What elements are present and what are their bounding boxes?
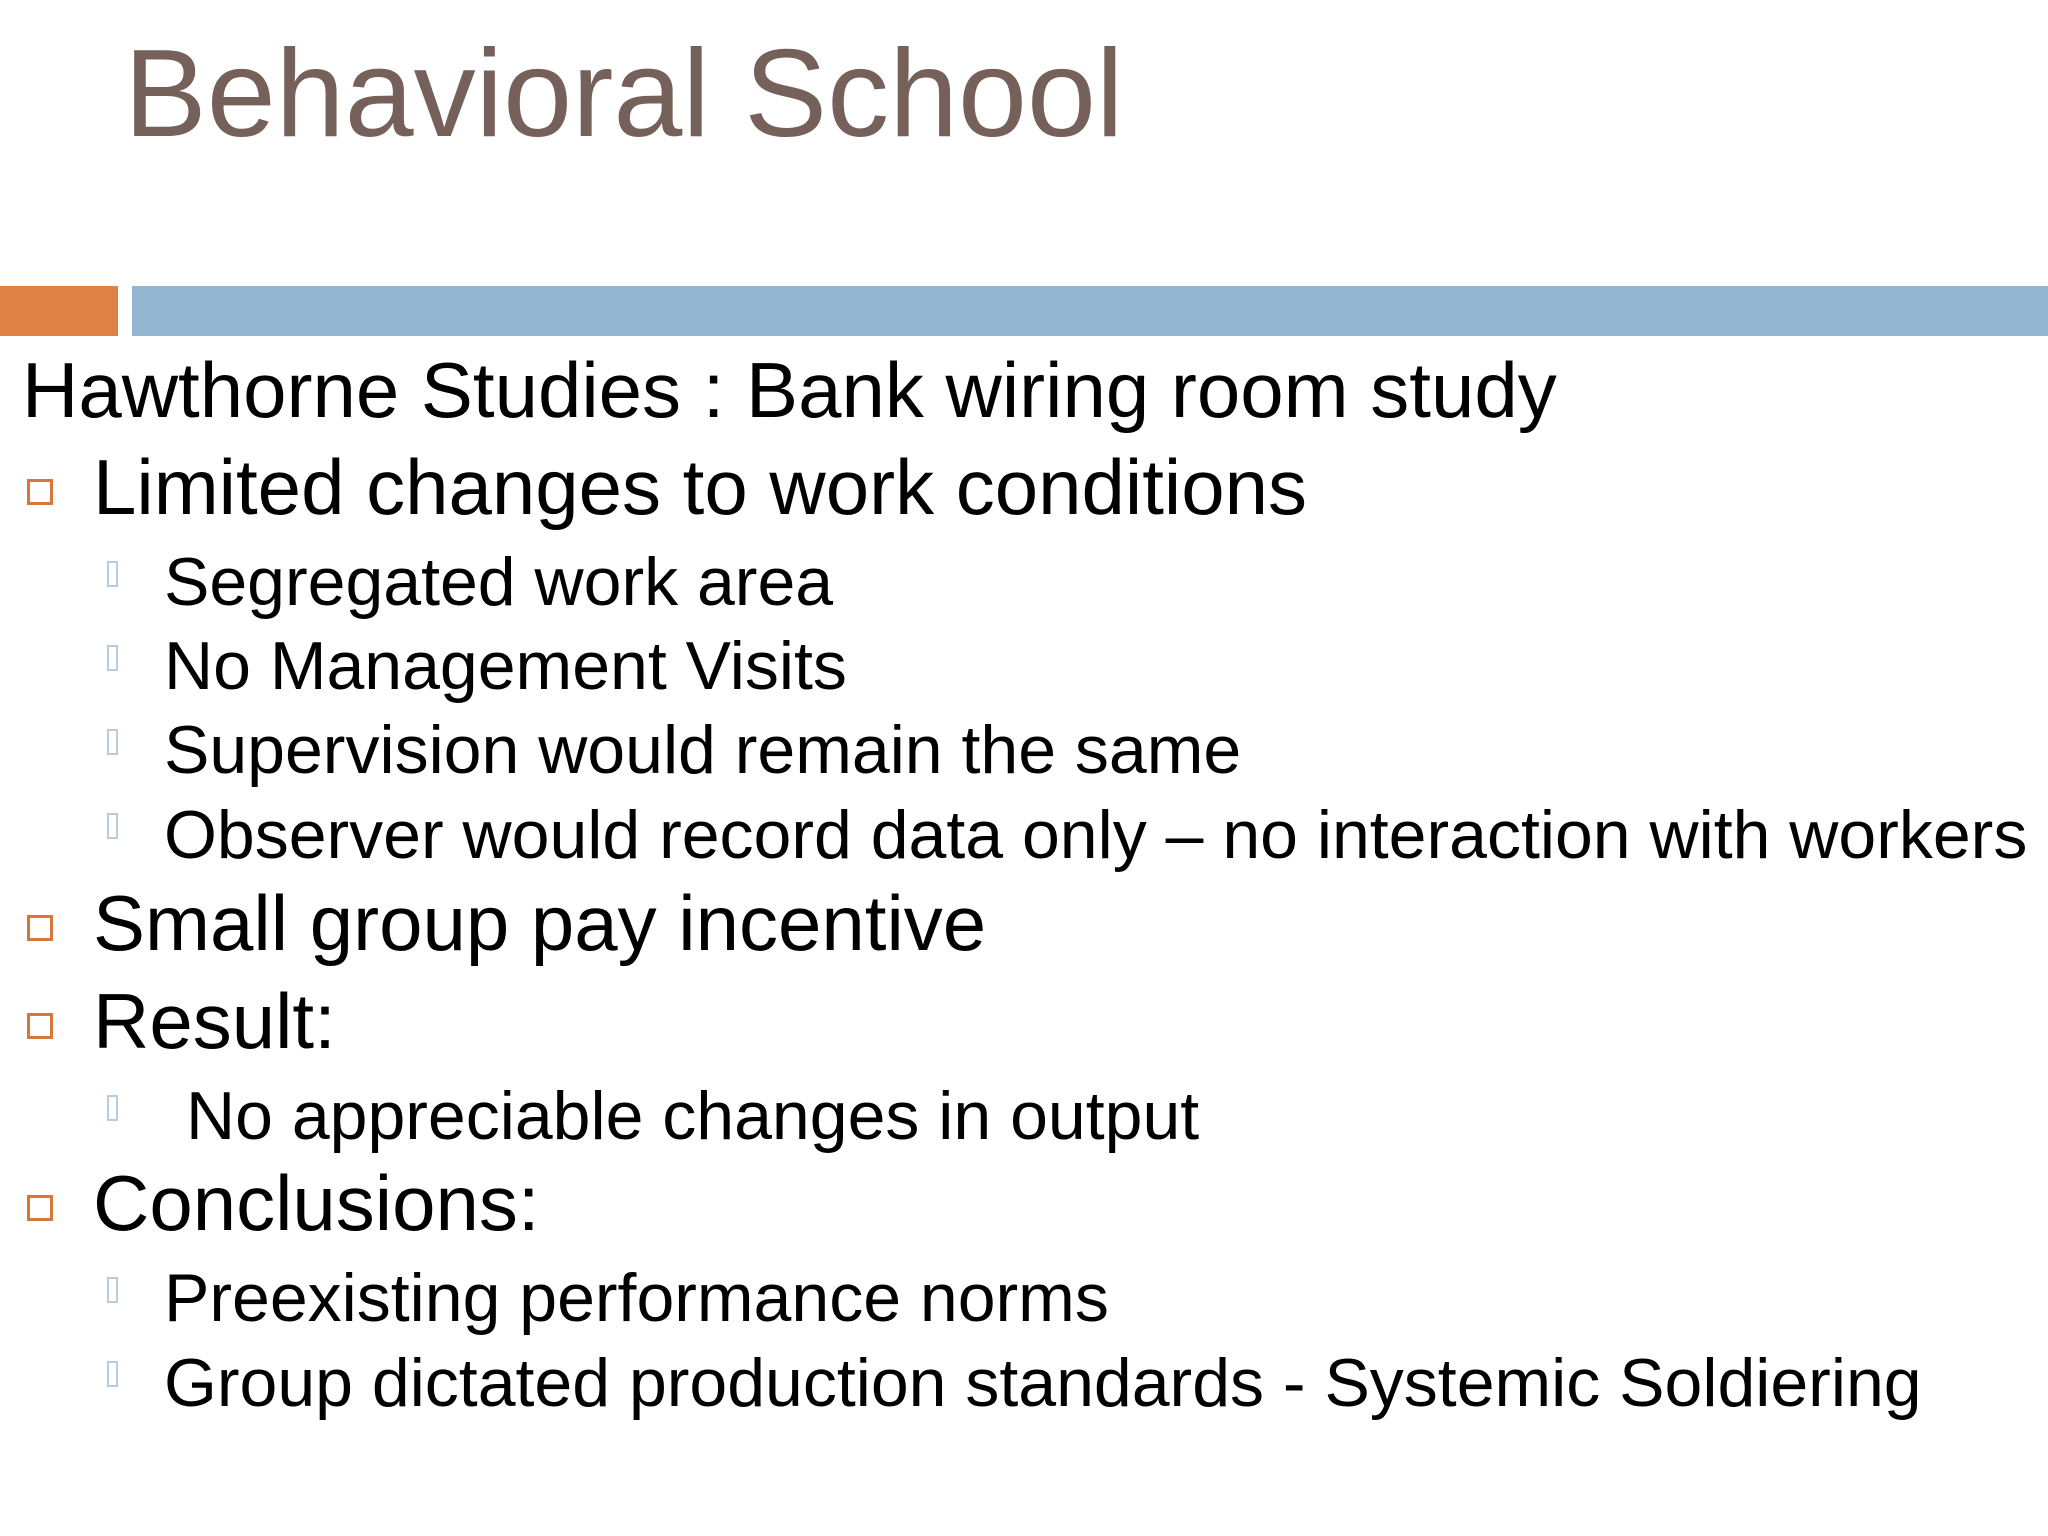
sub-bullet-icon xyxy=(107,729,118,755)
square-bullet-icon xyxy=(27,1013,53,1039)
sub-bullet-icon xyxy=(107,1277,118,1303)
subbullet-item xyxy=(22,1347,2028,1419)
subbullet-text: Group dictated production standards - Systemic Soldiering xyxy=(164,1345,1922,1421)
subbullet-text: Segregated work area xyxy=(164,544,834,620)
section-heading: Hawthorne Studies : Bank wiring room study xyxy=(22,346,1557,434)
square-bullet-icon xyxy=(27,1195,53,1221)
subbullet-item xyxy=(22,1078,2028,1154)
sub-bullet-icon xyxy=(107,1361,118,1387)
subbullet-item xyxy=(22,628,2028,704)
bullet-conclusions xyxy=(22,1157,2028,1249)
subbullet-text: No Management Visits xyxy=(164,628,847,704)
subbullet-item xyxy=(22,799,2028,871)
sub-bullet-icon xyxy=(107,1095,118,1121)
subbullet-text: Observer would record data only – no interaction with workers xyxy=(164,797,2028,873)
bullet-text: Small group pay incentive xyxy=(93,879,987,967)
subbullet-item xyxy=(22,544,2028,620)
subbullet-text: Preexisting performance norms xyxy=(164,1260,1109,1336)
accent-bar-orange xyxy=(0,286,118,336)
subbullet-text: Supervision would remain the same xyxy=(164,712,1242,788)
slide-title: Behavioral School xyxy=(124,25,1124,163)
bullet-pay-incentive xyxy=(22,877,2028,969)
bullet-text: Result: xyxy=(93,977,336,1065)
sub-bullet-icon xyxy=(107,645,118,671)
accent-bar-blue xyxy=(132,286,2048,336)
subbullet-text: No appreciable changes in output xyxy=(186,1078,1200,1154)
bullet-result xyxy=(22,975,2028,1067)
bullet-text: Conclusions: xyxy=(93,1159,540,1247)
bullet-text: Limited changes to work conditions xyxy=(93,443,1307,531)
square-bullet-icon xyxy=(27,479,53,505)
sub-bullet-icon xyxy=(107,561,118,587)
bullet-limited-changes xyxy=(22,441,2028,533)
subbullet-item xyxy=(22,712,2028,788)
sub-bullet-icon xyxy=(107,813,118,839)
slide-body xyxy=(22,345,2028,1419)
square-bullet-icon xyxy=(27,915,53,941)
subbullet-item xyxy=(22,1260,2028,1336)
